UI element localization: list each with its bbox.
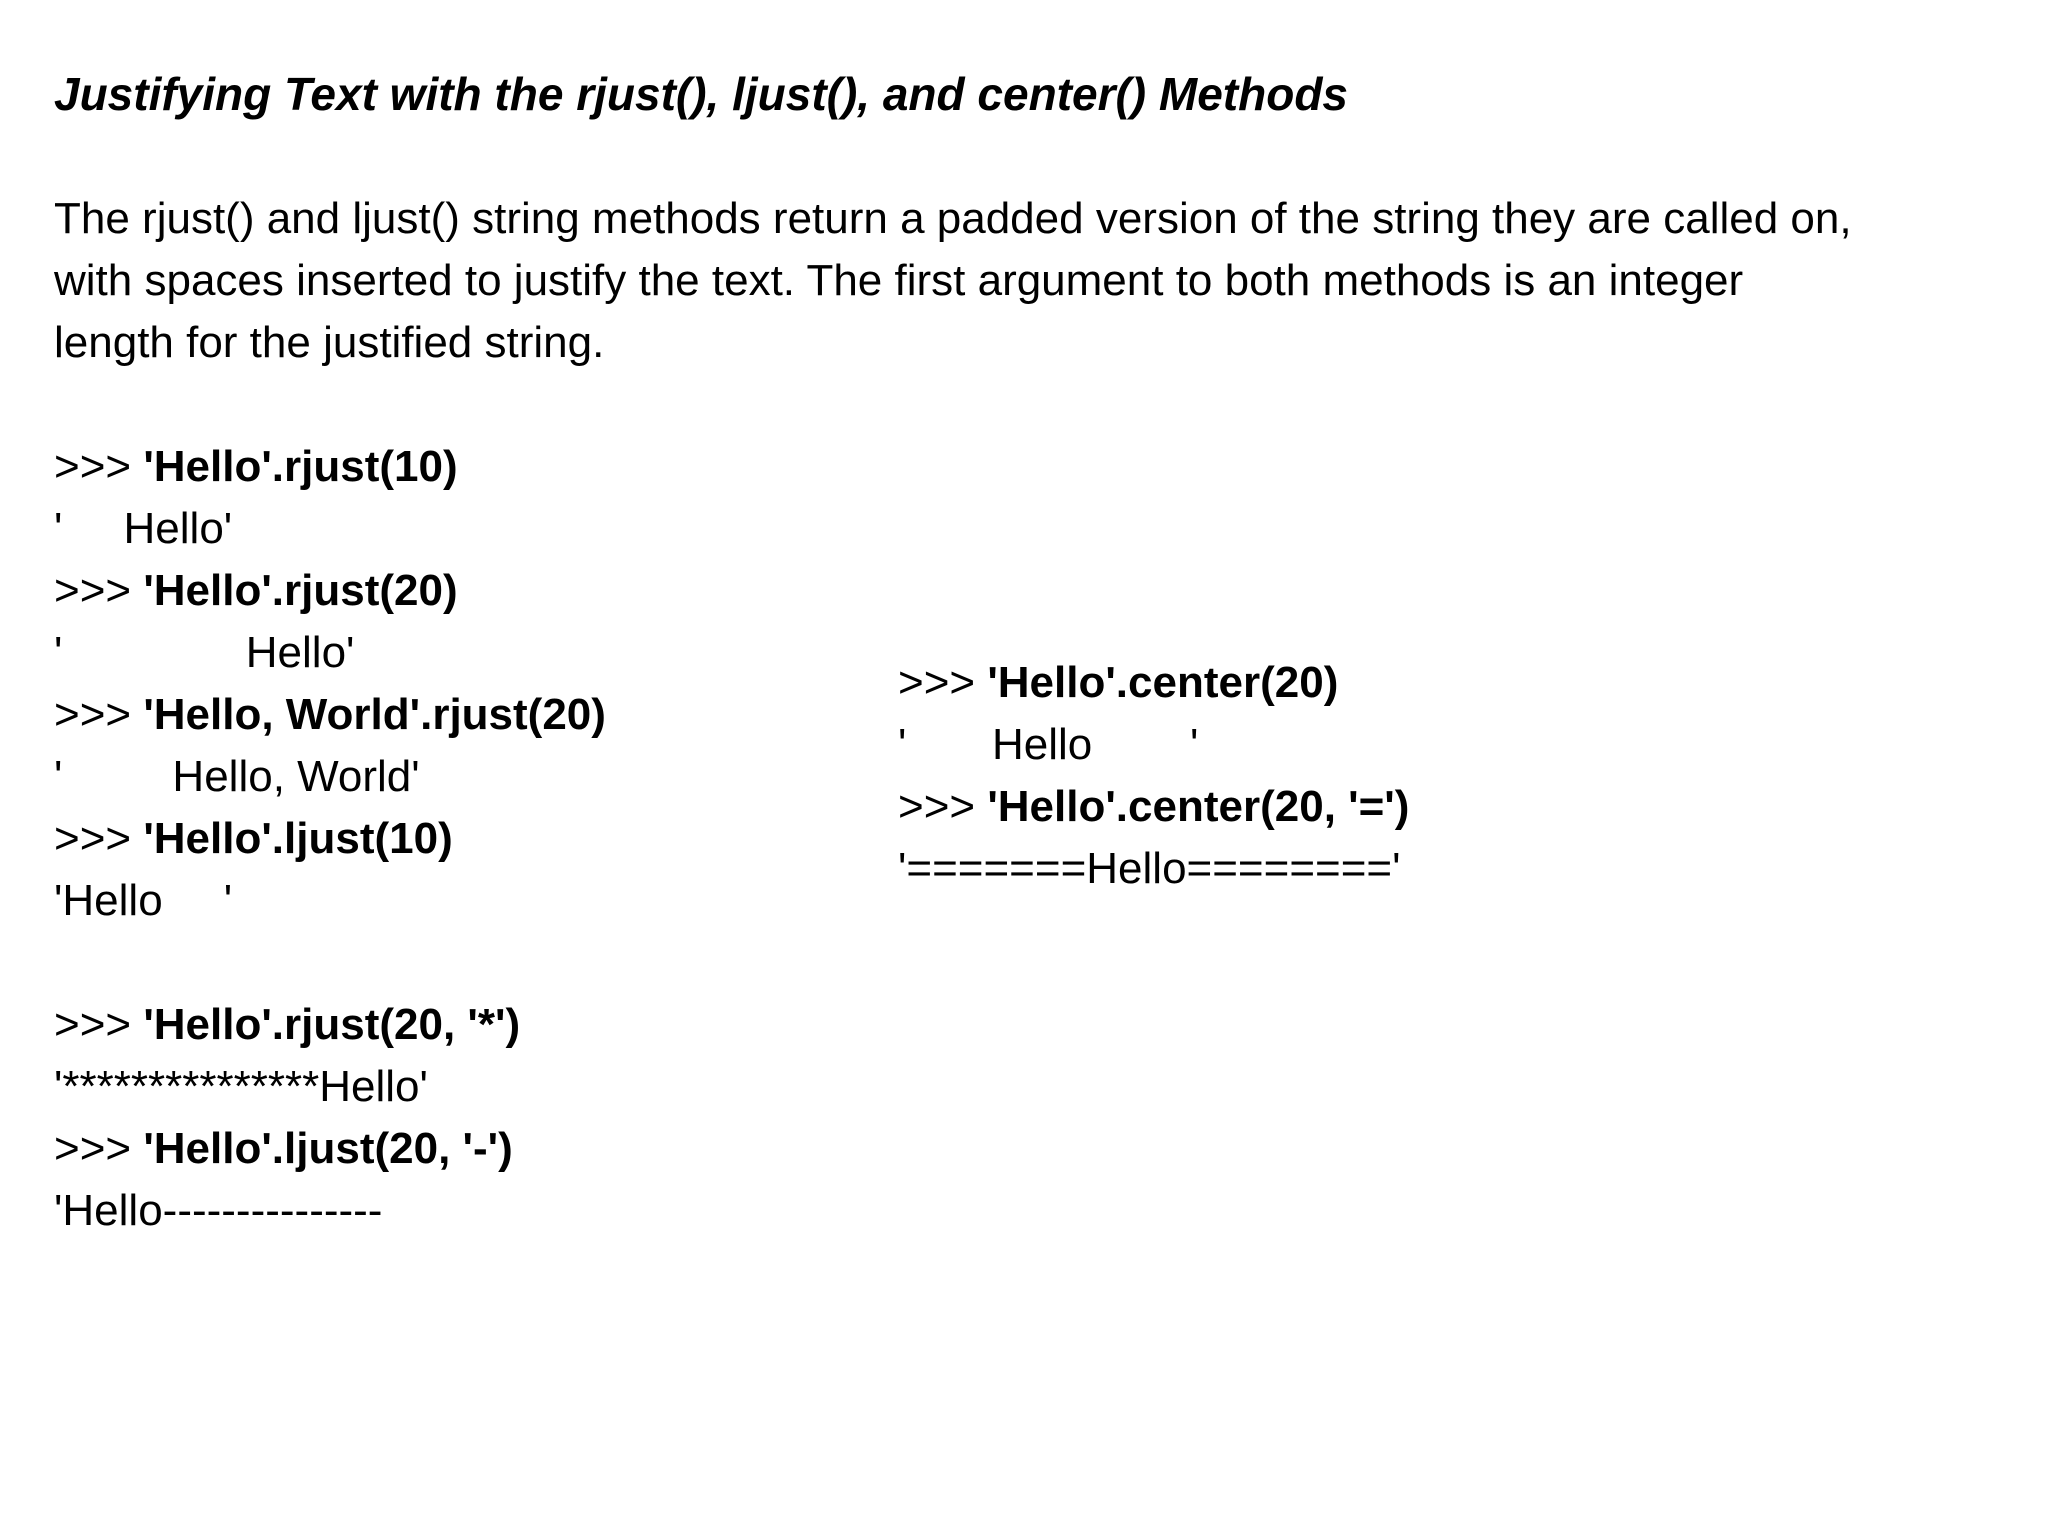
code-output-line: ' Hello' xyxy=(54,504,233,553)
code-output-line: ' Hello' xyxy=(54,628,355,677)
code-input-line xyxy=(54,808,606,870)
prompt: >>> xyxy=(54,1124,144,1173)
intro-paragraph xyxy=(54,188,2014,374)
code-command: 'Hello'.rjust(20, '*') xyxy=(143,1000,521,1049)
prompt: >>> xyxy=(54,1000,144,1049)
code-command: 'Hello'.center(20, '=') xyxy=(987,782,1410,831)
code-output-line: 'Hello ' xyxy=(54,876,233,925)
code-input-line xyxy=(54,994,606,1056)
code-output-line: ' Hello ' xyxy=(898,720,1199,769)
intro-line: with spaces inserted to justify the text. The first argument to both methods is an integer xyxy=(54,256,1744,305)
left-code-examples xyxy=(54,436,606,1242)
prompt: >>> xyxy=(54,690,144,739)
code-output-line: '=======Hello========' xyxy=(898,844,1401,893)
code-input-line xyxy=(54,1118,606,1180)
code-command: 'Hello'.ljust(10) xyxy=(143,814,453,863)
code-input-line xyxy=(54,560,606,622)
code-command: 'Hello'.rjust(20) xyxy=(143,566,458,615)
code-input-line xyxy=(54,436,606,498)
code-input-line xyxy=(898,652,1409,714)
prompt: >>> xyxy=(54,442,144,491)
prompt: >>> xyxy=(54,814,144,863)
code-command: 'Hello'.ljust(20, '-') xyxy=(143,1124,513,1173)
right-code-examples xyxy=(898,652,1409,900)
spacer xyxy=(54,932,606,994)
prompt: >>> xyxy=(898,782,988,831)
code-output-line: '***************Hello' xyxy=(54,1062,428,1111)
prompt: >>> xyxy=(898,658,988,707)
code-command: 'Hello, World'.rjust(20) xyxy=(143,690,606,739)
code-output-line: ' Hello, World' xyxy=(54,752,420,801)
code-command: 'Hello'.center(20) xyxy=(987,658,1339,707)
intro-line: The rjust() and ljust() string methods return a padded version of the string they are called on, xyxy=(54,194,1852,243)
code-input-line xyxy=(898,776,1409,838)
code-input-line xyxy=(54,684,606,746)
slide-title: Justifying Text with the rjust(), ljust(), and center() Methods xyxy=(54,68,1348,120)
code-output-line: 'Hello--------------- xyxy=(54,1186,383,1235)
code-command: 'Hello'.rjust(10) xyxy=(143,442,458,491)
prompt: >>> xyxy=(54,566,144,615)
intro-line: length for the justified string. xyxy=(54,318,605,367)
